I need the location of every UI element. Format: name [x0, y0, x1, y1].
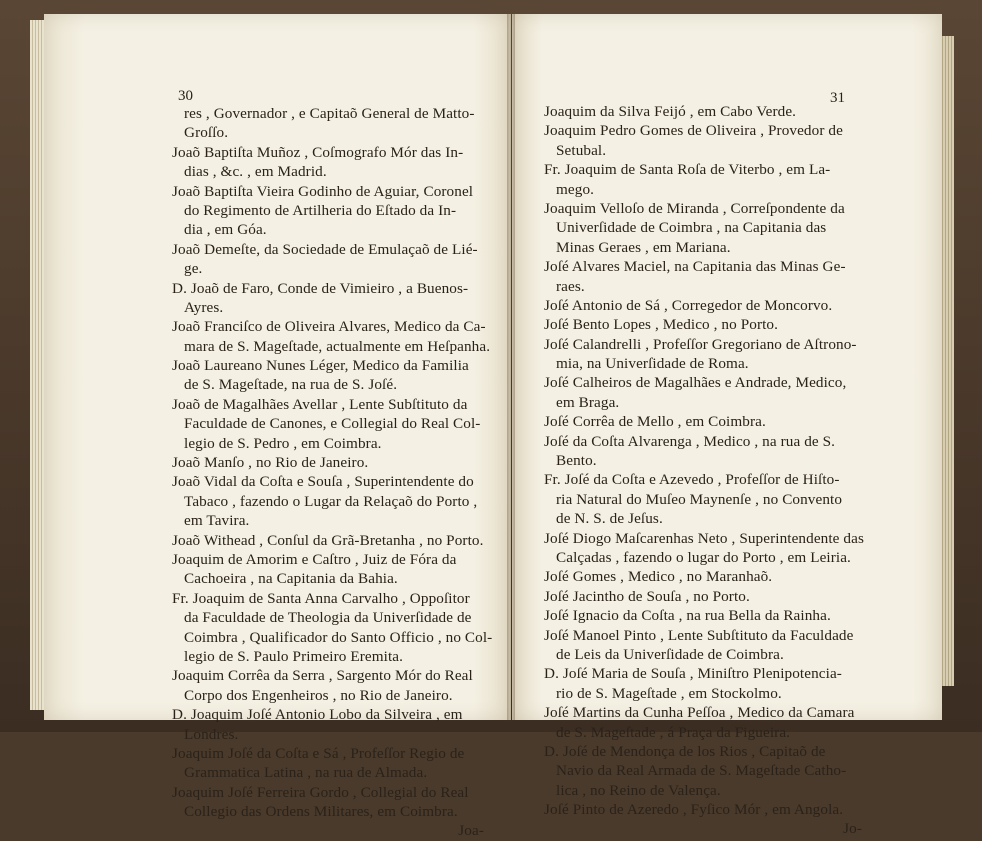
- text-line: ge.: [184, 260, 203, 278]
- text-line: Minas Geraes , em Mariana.: [556, 238, 731, 256]
- right-page-number: 31: [830, 90, 845, 106]
- text-line: Joaquim Pedro Gomes de Oliveira , Provedor de: [544, 122, 843, 140]
- text-line: da Faculdade de Theologia da Univerſidade de: [184, 609, 472, 627]
- text-line: Corpo dos Engenheiros , no Rio de Janeiro.: [184, 686, 453, 704]
- text-line: Joſé Gomes , Medico , no Maranhaõ.: [544, 568, 773, 586]
- text-line: Joſé Bento Lopes , Medico , no Porto.: [544, 316, 779, 334]
- text-line: Joaquim Joſé Ferreira Gordo , Collegial do Real: [172, 783, 469, 801]
- text-line: dias , &c. , em Madrid.: [184, 163, 327, 181]
- text-line: raes.: [556, 277, 585, 295]
- text-line: Grammatica Latina , na rua de Almada.: [184, 764, 428, 782]
- text-line: Joaõ Baptiſta Muñoz , Coſmografo Mór das In-: [172, 143, 464, 161]
- text-line: Joſé Diogo Maſcarenhas Neto , Superintendente das: [544, 529, 864, 547]
- text-line: Joſé Martins da Cunha Peſſoa , Medico da Camara: [544, 704, 855, 722]
- right-page-text: [544, 102, 862, 839]
- text-line: de N. S. de Jeſus.: [556, 510, 663, 528]
- text-line: Joaõ Franciſco de Oliveira Alvares, Medico da Ca-: [172, 318, 486, 336]
- book-gutter: [507, 14, 515, 720]
- text-line: Fr. Joaquim de Santa Anna Carvalho , Oppoſitor: [172, 589, 470, 607]
- text-line: Bento.: [556, 452, 597, 470]
- text-line: Joaõ Baptiſta Vieira Godinho de Aguiar, Coronel: [172, 182, 474, 200]
- text-line: Tabaco , fazendo o Lugar da Relaçaõ do Porto ,: [184, 492, 478, 510]
- text-line: Joaõ de Magalhães Avellar , Lente Subſtituto da: [172, 395, 468, 413]
- text-line: Joſé Manoel Pinto , Lente Subſtituto da Faculdade: [544, 626, 854, 644]
- text-line: de Leis da Univerſidade de Coimbra.: [556, 645, 784, 663]
- text-line: D. Joſé de Mendonça de los Rios , Capitaõ de: [544, 742, 826, 760]
- text-line: D. Joaquim Joſé Antonio Lobo da Silveira , em: [172, 706, 463, 724]
- text-line: Joaquim Joſé da Coſta e Sá , Profeſſor Regio de: [172, 744, 465, 762]
- text-line: res , Governador , e Capitaõ General de Matto-: [184, 105, 475, 122]
- text-line: Coimbra , Qualificador do Santo Officio , no Col-: [184, 628, 493, 646]
- text-line: dia , em Góa.: [184, 221, 267, 239]
- text-line: Joaõ Vidal da Coſta e Souſa , Superintendente do: [172, 473, 474, 491]
- text-line: Joſé Calheiros de Magalhães e Andrade, Medico,: [544, 374, 847, 392]
- text-line: Joſé Alvares Maciel, na Capitania das Minas Ge-: [544, 258, 846, 276]
- text-line: legio de S. Pedro , em Coimbra.: [184, 434, 382, 452]
- text-line: Cachoeira , na Capitania da Bahia.: [184, 570, 398, 588]
- text-line: Londres.: [184, 725, 239, 743]
- text-line: legio de S. Paulo Primeiro Eremita.: [184, 647, 404, 665]
- text-line: Joaõ Demeſte, da Sociedade de Emulaçaõ de Lié-: [172, 240, 478, 258]
- text-line: Joaõ Withead , Conſul da Grã-Bretanha , no Porto.: [172, 531, 484, 549]
- text-line: ria Natural do Muſeo Maynenſe , no Convento: [556, 490, 843, 508]
- text-line: Navio da Real Armada de S. Mageſtade Catho-: [556, 762, 847, 780]
- text-line: Joſé Ignacio da Coſta , na rua Bella da Rainha.: [544, 607, 831, 625]
- text-line: de S. Mageſtade, na rua de S. Joſé.: [184, 376, 398, 394]
- text-line: Joaquim Corrêa da Serra , Sargento Mór do Real: [172, 667, 473, 685]
- text-line: Joaquim de Amorim e Caſtro , Juiz de Fóra da: [172, 550, 457, 568]
- text-line: Joſé Corrêa de Mello , em Coimbra.: [544, 413, 766, 431]
- text-line: Joſé Calandrelli , Profeſſor Gregoriano de Aſtrono-: [544, 335, 857, 353]
- text-line: de S. Mageſtade , á Praça da Figueira.: [556, 723, 791, 741]
- text-line: mia, na Univerſidade de Roma.: [556, 355, 749, 373]
- text-line: Joſé Antonio de Sá , Corregedor de Moncorvo.: [544, 296, 833, 314]
- text-line: Joaõ Laureano Nunes Léger, Medico da Familia: [172, 357, 469, 375]
- text-line: Jo-: [843, 820, 862, 838]
- text-line: Faculdade de Canones, e Collegial do Real Col-: [184, 415, 481, 433]
- text-line: Joa-: [458, 822, 484, 840]
- text-line: mego.: [556, 180, 595, 198]
- text-line: mara de S. Mageſtade, actualmente em Heſpanha.: [184, 337, 491, 355]
- text-line: D. Joaõ de Faro, Conde de Vimieiro , a Buenos-: [172, 279, 469, 297]
- text-line: Joaquim da Silva Feijó , em Cabo Verde.: [544, 103, 797, 120]
- text-line: lica , no Reino de Valença.: [556, 781, 721, 799]
- text-line: em Tavira.: [184, 512, 250, 530]
- text-line: Ayres.: [184, 298, 224, 316]
- text-line: Collegio das Ordens Militares, em Coimbra.: [184, 803, 458, 821]
- text-line: Calçadas , fazendo o lugar do Porto , em Leiria.: [556, 548, 851, 566]
- text-line: rio de S. Mageſtade , em Stockolmo.: [556, 684, 782, 702]
- text-line: Groſſo.: [184, 124, 229, 142]
- left-page-number: 30: [178, 88, 193, 104]
- text-line: Fr. Joaquim de Santa Roſa de Viterbo , em La-: [544, 161, 831, 179]
- text-line: do Regimento de Artilheria do Eſtado da In-: [184, 201, 457, 219]
- text-line: em Braga.: [556, 393, 620, 411]
- text-line: Fr. Joſé da Coſta e Azevedo , Profeſſor de Hiſto-: [544, 471, 840, 489]
- text-line: Setubal.: [556, 141, 607, 159]
- right-page-edges: [940, 36, 954, 686]
- text-line: Univerſidade de Coimbra , na Capitania das: [556, 219, 827, 237]
- text-line: Joſé Pinto de Azeredo , Fyſico Mór , em Angola.: [544, 801, 844, 819]
- text-line: Joaquim Velloſo de Miranda , Correſpondente da: [544, 199, 845, 217]
- text-line: Joſé da Coſta Alvarenga , Medico , na rua de S.: [544, 432, 836, 450]
- text-line: D. Joſé Maria de Souſa , Miniſtro Plenipotencia-: [544, 665, 842, 683]
- left-page-text: [172, 104, 493, 841]
- text-line: Joſé Jacintho de Souſa , no Porto.: [544, 587, 750, 605]
- text-line: Joaõ Manſo , no Rio de Janeiro.: [172, 454, 369, 472]
